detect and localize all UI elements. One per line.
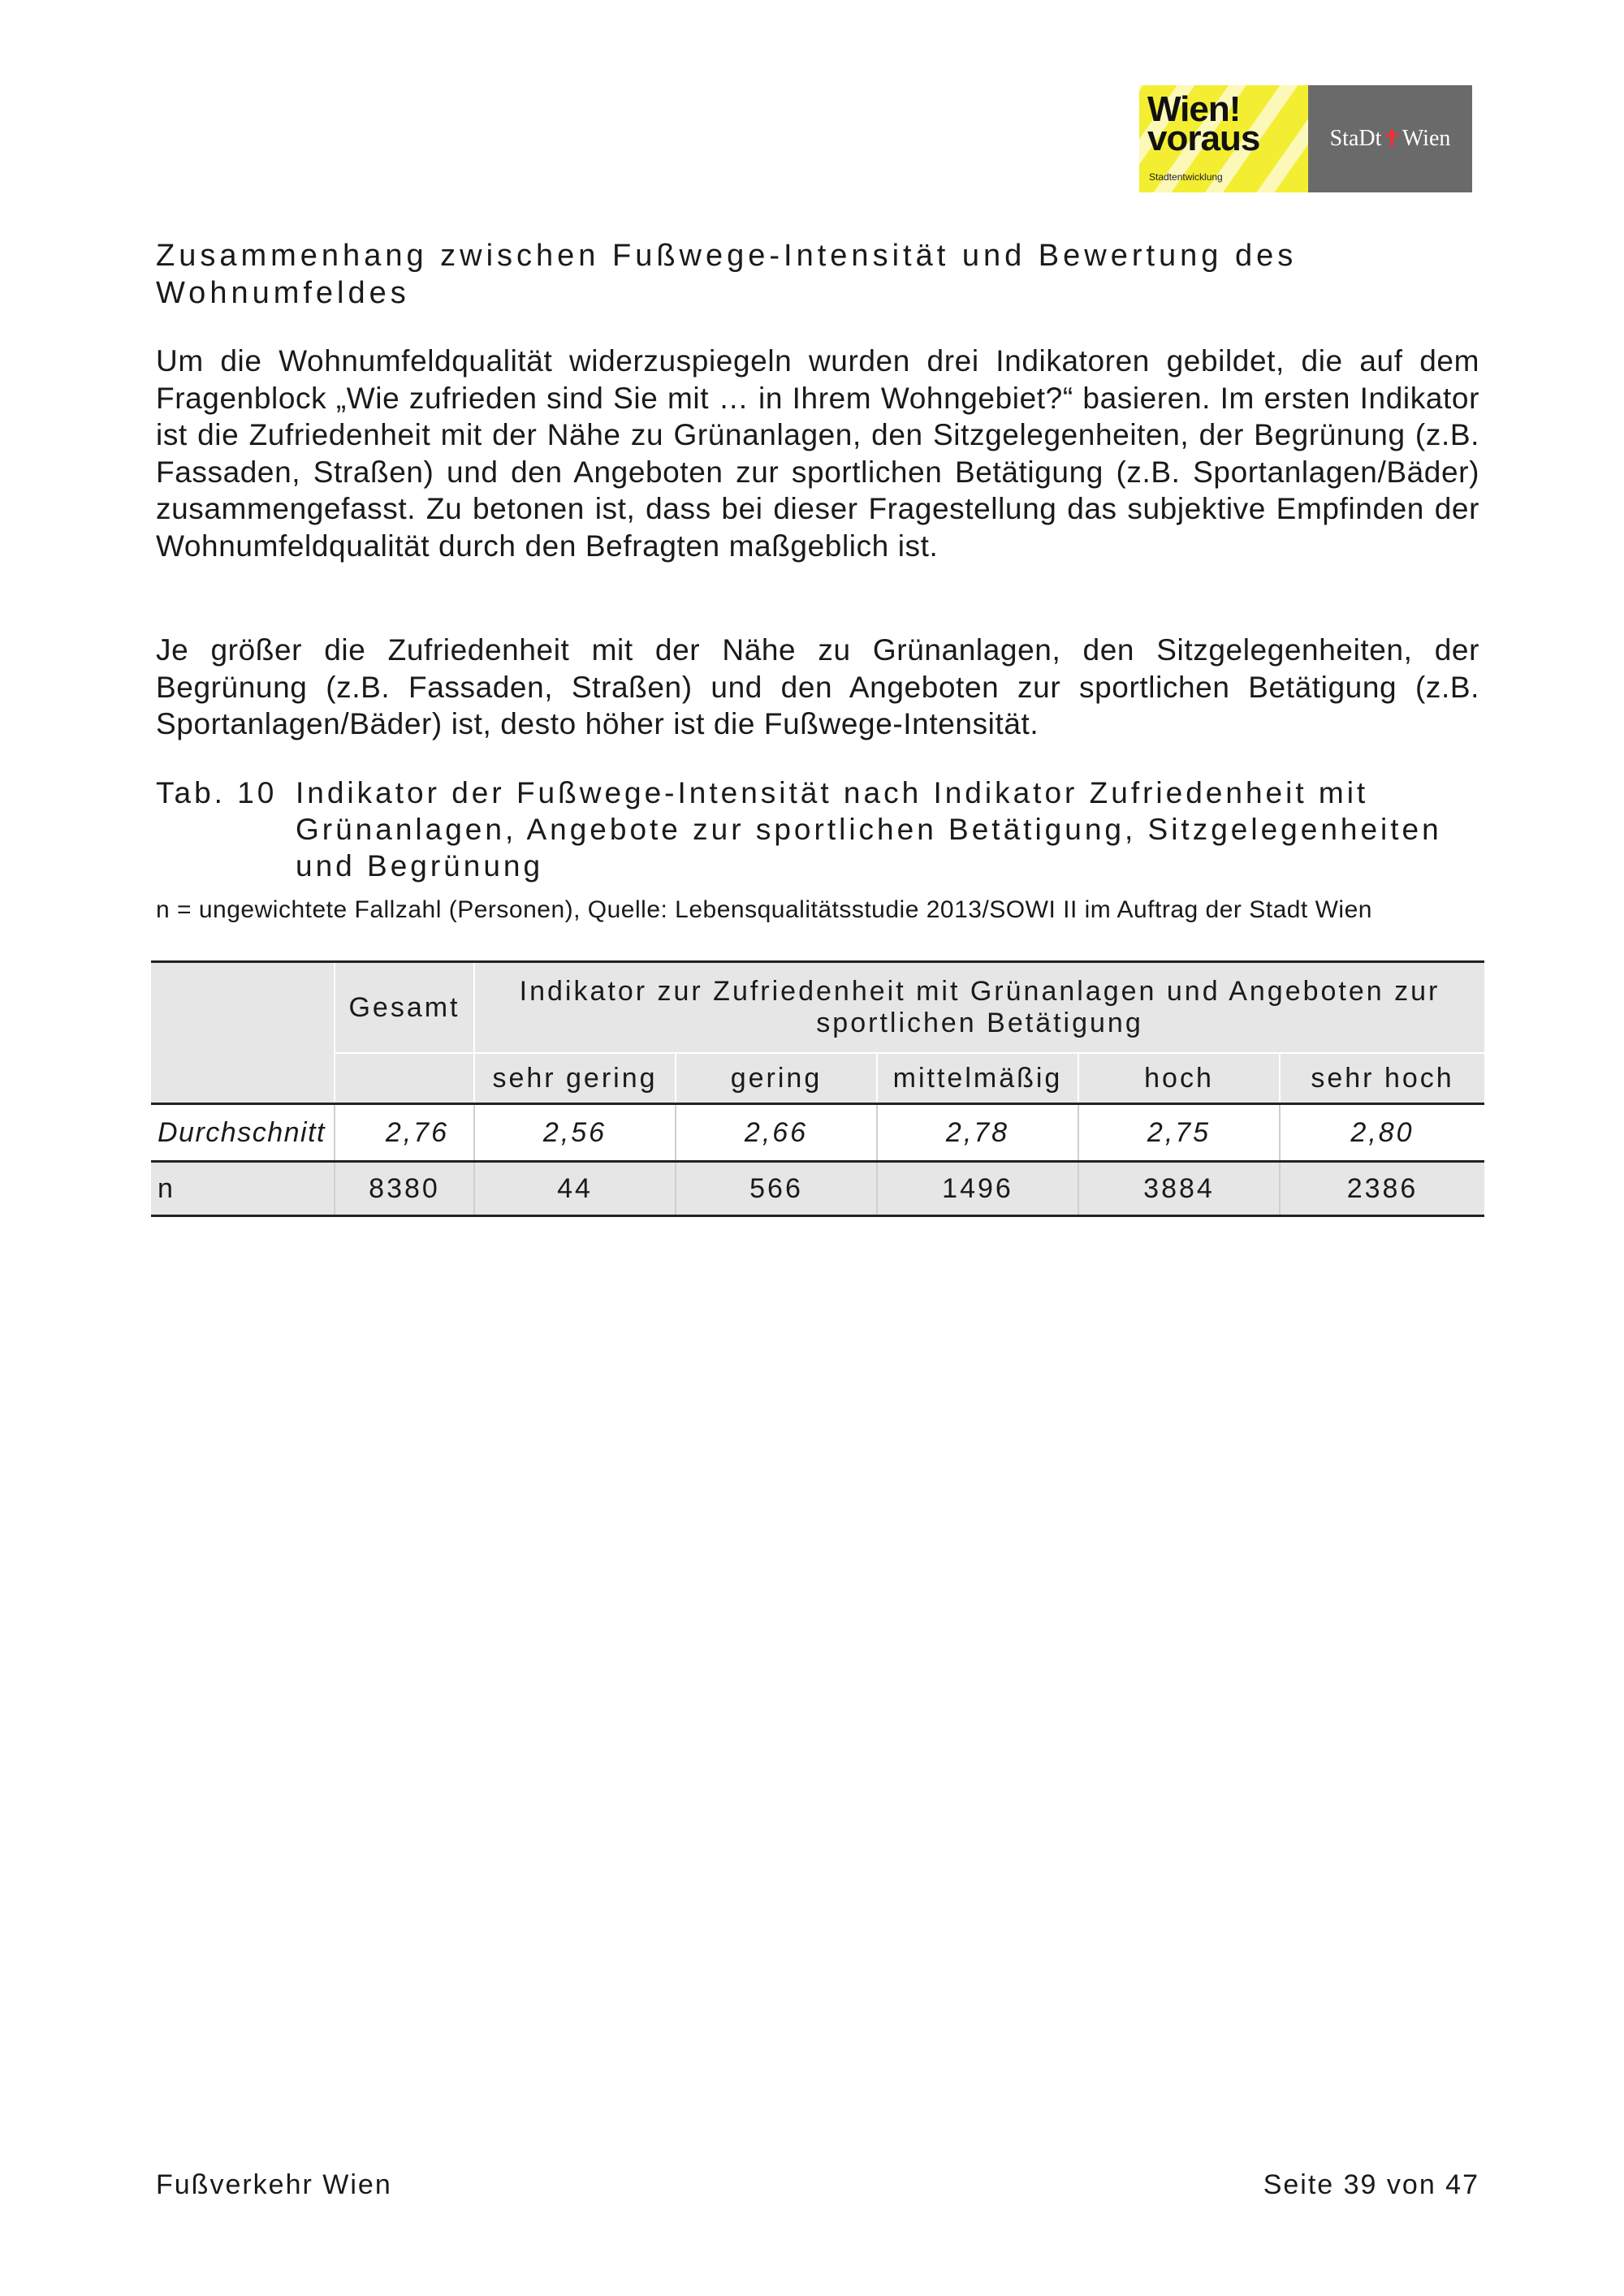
cross-icon: ✝ <box>1382 127 1402 152</box>
table-corner-cell <box>151 962 335 1104</box>
cell-sehr-hoch: 2386 <box>1280 1162 1484 1216</box>
header-sehr-gering: sehr gering <box>474 1053 676 1104</box>
header-gesamt-empty <box>335 1053 474 1104</box>
table-source-note: n = ungewichtete Fallzahl (Personen), Quelle: Lebensqualitätsstudie 2013/SOWI II im Auftrag der Stadt Wien <box>156 896 1372 923</box>
cell-gering: 566 <box>676 1162 877 1216</box>
header-sehr-hoch: sehr hoch <box>1280 1053 1484 1104</box>
row-label: Durchschnitt <box>151 1104 335 1162</box>
header-group: Indikator zur Zufriedenheit mit Grünanlagen und Angeboten zur sportlichen Betätigung <box>474 962 1484 1054</box>
cell-sehr-hoch: 2,80 <box>1280 1104 1484 1162</box>
stadt-wien-logo: StaDt ✝ Wien <box>1308 85 1472 192</box>
header-gesamt: Gesamt <box>335 962 474 1054</box>
cell-mittelmaessig: 1496 <box>877 1162 1078 1216</box>
data-table <box>151 960 1484 1217</box>
cell-mittelmaessig: 2,78 <box>877 1104 1078 1162</box>
page-number: Seite 39 von 47 <box>1263 2169 1479 2200</box>
cell-gesamt: 2,76 <box>335 1104 474 1162</box>
table-caption-text: Indikator der Fußwege-Intensität nach Indikator Zufriedenheit mit Grünanlagen, Angebote zur sportlichen Betätigung, Sitzgelegenheiten und Begrünung <box>296 776 1442 883</box>
table-caption-label: Tab. 10 <box>156 776 278 809</box>
table-header-row <box>151 962 1484 1054</box>
cell-gering: 2,66 <box>676 1104 877 1162</box>
cell-gesamt: 8380 <box>335 1162 474 1216</box>
row-label: n <box>151 1162 335 1216</box>
table-caption <box>156 775 1479 884</box>
cell-hoch: 3884 <box>1078 1162 1280 1216</box>
section-heading: Zusammenhang zwischen Fußwege-Intensität und Bewertung des Wohnumfeldes <box>156 239 1298 310</box>
header-logos <box>1139 85 1472 192</box>
footer-title: Fußverkehr Wien <box>156 2169 392 2200</box>
table-row <box>151 1104 1484 1162</box>
body-paragraph-1: Um die Wohnumfeldqualität widerzuspiegeln wurden drei Indikatoren gebildet, die auf dem Fragenblock „Wie zufrieden sind Sie mit … in Ihrem Wohngebiet?“ basieren. Im ersten Indikator ist die Zufriedenheit mit der Nähe zu Grünanlagen, den Sitzgelegenheiten, der Begrünung (z.B. Fassaden, Straßen) und den Angeboten zur sportlichen Betätigung (z.B. Sportanlagen/Bäder) zusammengefasst. Zu betonen ist, dass bei dieser Fragestellung das subjektive Empfinden der Wohnumfeldqualität durch den Befragten maßgeblich ist. <box>156 344 1479 563</box>
table-row <box>151 1162 1484 1216</box>
cell-sehr-gering: 2,56 <box>474 1104 676 1162</box>
cell-sehr-gering: 44 <box>474 1162 676 1216</box>
header-mittelmaessig: mittelmäßig <box>877 1053 1078 1104</box>
table-subheader-row <box>151 1053 1484 1104</box>
header-gering: gering <box>676 1053 877 1104</box>
body-paragraph-2: Je größer die Zufriedenheit mit der Nähe zu Grünanlagen, den Sitzgelegenheiten, der Begrünung (z.B. Fassaden, Straßen) und den Angeboten zur sportlichen Betätigung (z.B. Sportanlagen/Bäder) ist, desto höher ist die Fußwege-Intensität. <box>156 633 1479 740</box>
cell-hoch: 2,75 <box>1078 1104 1280 1162</box>
wien-voraus-logo: Wien! voraus Stadtentwicklung <box>1139 85 1308 192</box>
header-hoch: hoch <box>1078 1053 1280 1104</box>
